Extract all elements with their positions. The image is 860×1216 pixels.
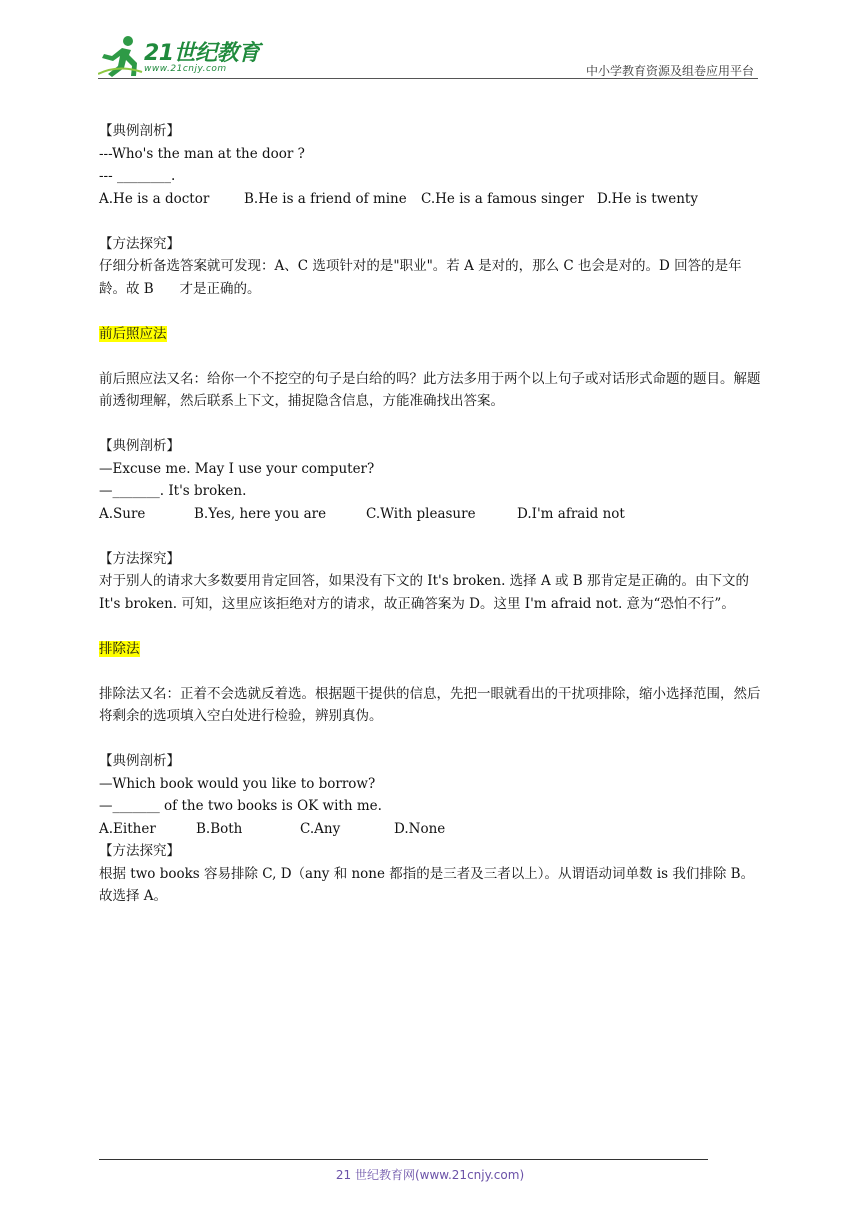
section-intro: 前后照应法又名：给你一个不挖空的句子是白给的吗？此方法多用于两个以上句子或对话形式命题的题目。解题 前透彻理解，然后联系上下文，捕捉隐含信息，方能准确找出答案。 xyxy=(99,370,770,409)
footer-divider xyxy=(99,1159,708,1160)
answer-blank-line: --- ________. xyxy=(99,168,176,184)
method-heading: 【方法探究】 xyxy=(99,235,180,252)
example-heading: 【典例剖析】 xyxy=(99,123,180,139)
section-title: 前后照应法 xyxy=(99,325,167,342)
option-c: C.He is a famous singer xyxy=(421,190,584,207)
section-title: 排除法 xyxy=(99,640,140,657)
method-heading: 【方法探究】 xyxy=(99,843,180,859)
logo-text: 21世纪教育 xyxy=(144,41,260,66)
question-line: —Excuse me. May I use your computer? xyxy=(99,460,375,477)
option-d: D.He is twenty xyxy=(597,190,698,207)
option-a: A.He is a doctor xyxy=(99,190,210,207)
option-b: B.He is a friend of mine xyxy=(244,190,407,207)
header-platform-name: 中小学教育资源及组卷应用平台 xyxy=(585,64,754,78)
option-a: A.Either xyxy=(99,820,156,837)
section-intro: 排除法又名：正着不会选就反着选。根据题干提供的信息，先把一眼就看出的干扰项排除，缩小选择范围，然后 将剩余的选项填入空白处进行检验，辨别真伪。 xyxy=(99,685,770,724)
runner-logo-icon xyxy=(98,34,144,78)
options-row xyxy=(99,503,761,526)
logo-url: www.21cnjy.com xyxy=(144,64,227,74)
example-heading: 【典例剖析】 xyxy=(99,438,180,454)
site-logo xyxy=(98,34,268,78)
example-heading: 【典例剖析】 xyxy=(99,753,180,769)
option-a: A.Sure xyxy=(99,505,146,522)
method-text: 仔细分析备选答案就可发现：A、C 选项针对的是"职业"。若 A 是对的，那么 C 也会是对的。D 回答的是年龄。故 B 才是正确的。 xyxy=(99,258,742,297)
question-line: —Which book would you like to borrow? xyxy=(99,775,376,792)
option-b: B.Yes, here you are xyxy=(194,505,327,522)
option-d: D.None xyxy=(394,820,446,837)
footer-source: 21 世纪教育网(www.21cnjy.com) xyxy=(335,1168,525,1182)
option-b: B.Both xyxy=(196,820,243,837)
option-c: C.With pleasure xyxy=(366,505,476,522)
header-divider xyxy=(98,78,758,79)
answer-blank-line: —_______. It's broken. xyxy=(99,483,247,499)
options-row xyxy=(99,188,761,211)
method-text: 对于别人的请求大多数要用肯定回答，如果没有下文的 It's broken. 选择 A 或 B 那肯定是正确的。由下文的 It's broken. 可知，这里应该拒绝对方的请求，故正确答案为 D。这里 I'm afraid not. 意为“恐怕不行”。 xyxy=(99,573,754,612)
option-d: D.I'm afraid not xyxy=(517,505,625,522)
method-text: 根据 two books 容易排除 C, D（any 和 none 都指的是三者及三者以上）。从谓语动词单数 is 我们排除 B。故选择 A。 xyxy=(99,865,755,904)
options-row xyxy=(99,818,761,841)
option-c: C.Any xyxy=(300,820,341,837)
page-header xyxy=(98,30,758,80)
method-heading: 【方法探究】 xyxy=(99,550,180,567)
document-body xyxy=(99,120,770,908)
answer-blank-line: —_______ of the two books is OK with me. xyxy=(99,798,382,814)
question-line: ---Who's the man at the door ? xyxy=(99,145,305,162)
